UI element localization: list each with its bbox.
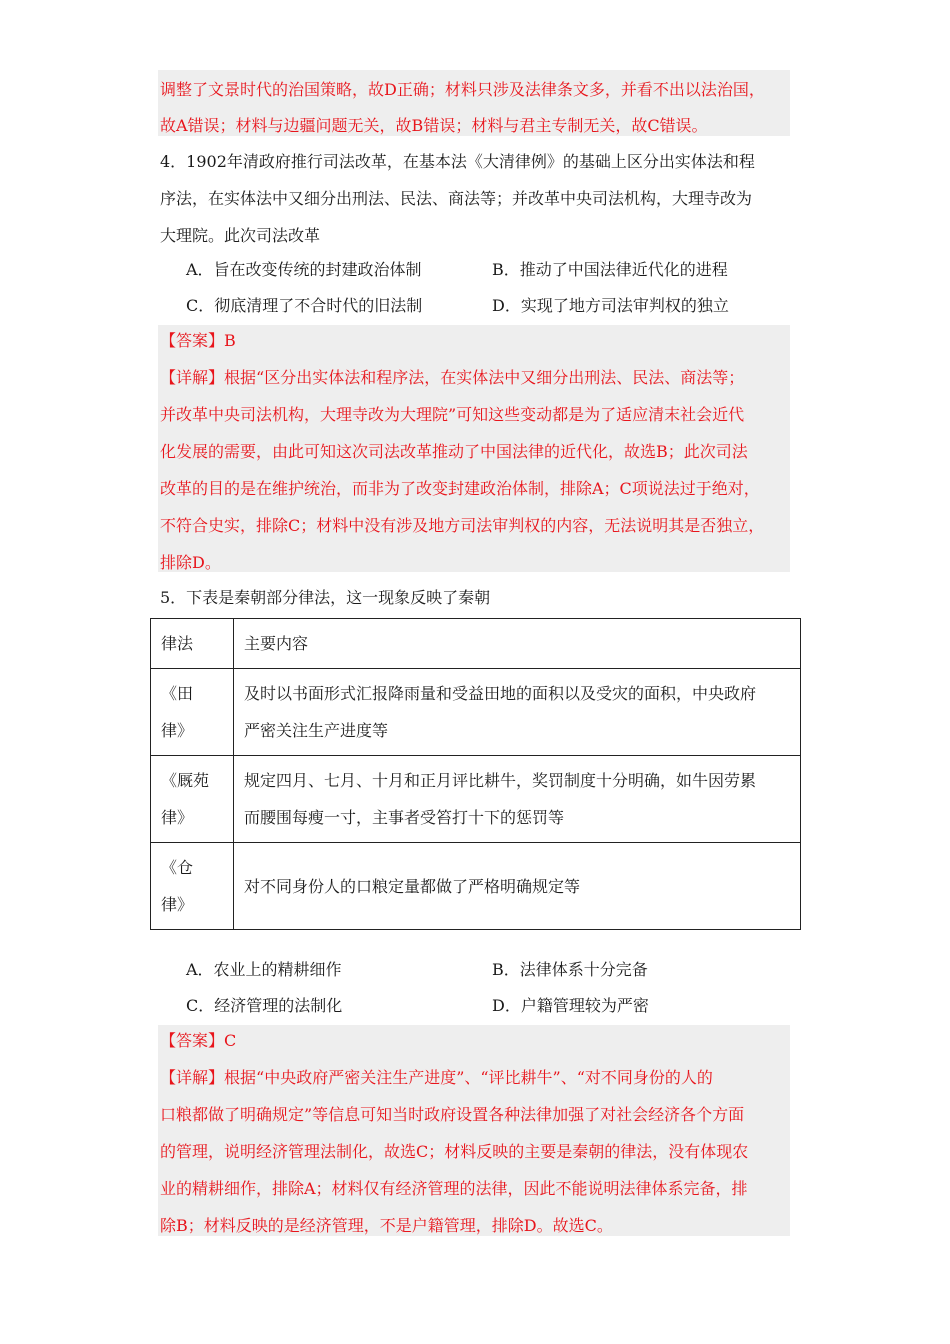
q4-stem-line-2: 序法，在实体法中又细分出刑法、民法、商法等；并改革中央司法机构，大理寺改为 — [160, 189, 753, 208]
q5-stem: 5．下表是秦朝部分律法，这一现象反映了秦朝 — [160, 588, 491, 607]
table-row — [151, 843, 801, 930]
q4-answer-value: B — [224, 331, 236, 350]
q4-answer — [160, 329, 236, 353]
table-header-row — [151, 619, 801, 669]
q5-answer-label: 【答案】 — [160, 1031, 225, 1050]
q5-option-b: B．法律体系十分完备 — [492, 960, 648, 979]
q5-explain-line-1 — [160, 1066, 713, 1090]
prev-explanation-line-1: 调整了文景时代的治国策略，故D正确；材料只涉及法律条文多，并看不出以法治国， — [160, 80, 765, 99]
q5-explain-line-3: 的管理，说明经济管理法制化，故选C；材料反映的主要是秦朝的律法，没有体现农 — [160, 1142, 749, 1161]
q5-option-d: D．户籍管理较为严密 — [492, 996, 649, 1015]
q5-answer-value: C — [224, 1031, 237, 1050]
law-content-line: 规定四月、七月、十月和正月评比耕牛，奖罚制度十分明确，如牛因劳累 — [244, 771, 757, 790]
q4-option-d: D．实现了地方司法审判权的独立 — [492, 296, 729, 315]
q5-explain-line-2: 口粮都做了明确规定”等信息可知当时政府设置各种法律加强了对社会经济各个方面 — [160, 1105, 745, 1124]
q5-explain-line-4: 业的精耕细作，排除A；材料仅有经济管理的法律，因此不能说明法律体系完备，排 — [160, 1179, 748, 1198]
table-header-content: 主要内容 — [234, 619, 801, 669]
law-name-line: 律》 — [161, 895, 194, 914]
law-name-line: 《厩苑 — [161, 771, 210, 790]
q4-explain-label: 【详解】 — [160, 368, 225, 387]
law-content-cell — [234, 843, 801, 930]
law-name-line: 《田 — [161, 684, 194, 703]
q4-explain-line-3: 化发展的需要，由此可知这次司法改革推动了中国法律的近代化，故选B；此次司法 — [160, 442, 748, 461]
q5-option-c: C．经济管理的法制化 — [186, 996, 343, 1015]
law-name-line: 律》 — [161, 808, 194, 827]
q4-option-c: C．彻底清理了不合时代的旧法制 — [186, 296, 423, 315]
law-content-cell — [234, 756, 801, 843]
law-content-line: 对不同身份人的口粮定量都做了严格明确规定等 — [244, 876, 581, 896]
law-name-cell — [151, 843, 234, 930]
q5-explain-text-1: 根据“中央政府严密关注生产进度”、“评比耕牛”、“对不同身份的人的 — [224, 1068, 713, 1087]
q5-explain-line-5: 除B；材料反映的是经济管理，不是户籍管理，排除D。故选C。 — [160, 1216, 613, 1235]
law-name-line: 律》 — [161, 721, 194, 740]
q5-option-a: A．农业上的精耕细作 — [186, 960, 342, 979]
law-content-line: 及时以书面形式汇报降雨量和受益田地的面积以及受灾的面积，中央政府 — [244, 684, 757, 703]
law-content-line: 严密关注生产进度等 — [244, 721, 389, 740]
q4-explain-text-1: 根据“区分出实体法和程序法，在实体法中又细分出刑法、民法、商法等； — [224, 368, 745, 387]
q4-explain-line-6: 排除D。 — [160, 553, 221, 572]
law-name-cell — [151, 669, 234, 756]
q5-answer-shade — [158, 1025, 790, 1236]
table-header-law: 律法 — [151, 619, 234, 669]
law-content-cell — [234, 669, 801, 756]
table-row — [151, 669, 801, 756]
q4-option-b: B．推动了中国法律近代化的进程 — [492, 260, 728, 279]
q4-answer-label: 【答案】 — [160, 331, 225, 350]
q5-explain-label: 【详解】 — [160, 1068, 225, 1087]
q4-explain-line-5: 不符合史实，排除C；材料中没有涉及地方司法审判权的内容，无法说明其是否独立， — [160, 516, 765, 535]
prev-explanation-line-2: 故A错误；材料与边疆问题无关，故B错误；材料与君主专制无关，故C错误。 — [160, 116, 708, 135]
qin-law-table — [150, 618, 801, 930]
law-content-line: 而腰围每瘦一寸，主事者受笞打十下的惩罚等 — [244, 808, 565, 827]
law-name-cell — [151, 756, 234, 843]
q4-explain-line-2: 并改革中央司法机构，大理寺改为大理院”可知这些变动都是为了适应清末社会近代 — [160, 405, 745, 424]
law-name-line: 《仓 — [161, 858, 194, 877]
q4-explain-line-1 — [160, 366, 744, 390]
q5-answer — [160, 1029, 236, 1053]
q4-stem-line-1: 4．1902年清政府推行司法改革，在基本法《大清律例》的基础上区分出实体法和程 — [160, 152, 755, 171]
q4-stem-line-3: 大理院。此次司法改革 — [160, 226, 321, 245]
q4-option-a: A．旨在改变传统的封建政治体制 — [186, 260, 422, 279]
table-row — [151, 756, 801, 843]
q4-explain-line-4: 改革的目的是在维护统治，而非为了改变封建政治体制，排除A；C项说法过于绝对， — [160, 479, 760, 498]
